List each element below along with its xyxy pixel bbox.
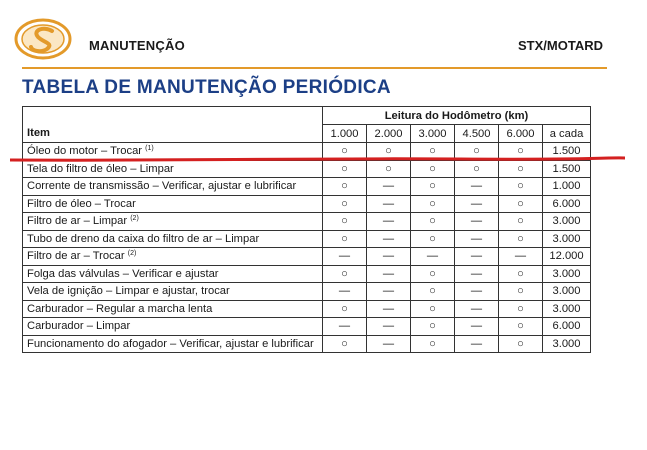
service-mark-cell: ○: [411, 318, 455, 336]
no-service-cell: —: [411, 248, 455, 266]
service-mark-cell: ○: [323, 265, 367, 283]
no-service-cell: —: [367, 318, 411, 336]
no-service-cell: —: [367, 248, 411, 266]
service-mark-cell: ○: [411, 283, 455, 301]
table-row: [23, 318, 591, 336]
no-service-cell: —: [455, 265, 499, 283]
table-row: [23, 213, 591, 231]
service-mark-cell: ○: [411, 230, 455, 248]
no-service-cell: —: [455, 318, 499, 336]
item-label: Filtro de ar – Trocar: [27, 250, 125, 263]
service-mark-cell: ○: [323, 178, 367, 196]
interval-cell: 3.000: [543, 213, 591, 231]
item-label: Carburador – Regular a marcha lenta: [27, 302, 213, 315]
item-label: Corrente de transmissão – Verificar, ajustar e lubrificar: [27, 180, 297, 193]
odometer-group-header: Leitura do Hodômetro (km): [323, 107, 591, 125]
no-service-cell: —: [367, 265, 411, 283]
item-cell: [23, 248, 323, 266]
no-service-cell: —: [455, 230, 499, 248]
service-mark-cell: ○: [455, 160, 499, 178]
service-mark-cell: ○: [367, 160, 411, 178]
interval-cell: 3.000: [543, 335, 591, 353]
no-service-cell: —: [367, 283, 411, 301]
model-label: STX/MOTARD: [518, 38, 603, 53]
km-column-header: 1.000: [323, 125, 367, 143]
item-label: Tela do filtro de óleo – Limpar: [27, 162, 174, 175]
service-mark-cell: ○: [499, 213, 543, 231]
no-service-cell: —: [455, 335, 499, 353]
km-column-header: 3.000: [411, 125, 455, 143]
service-mark-cell: ○: [411, 265, 455, 283]
service-mark-cell: ○: [499, 230, 543, 248]
no-service-cell: —: [455, 178, 499, 196]
item-cell: [23, 300, 323, 318]
service-mark-cell: ○: [499, 283, 543, 301]
interval-cell: 1.500: [543, 160, 591, 178]
table-row: [23, 300, 591, 318]
item-cell: [23, 318, 323, 336]
service-mark-cell: ○: [411, 143, 455, 161]
table-row: [23, 283, 591, 301]
item-label: Folga das válvulas – Verificar e ajustar: [27, 267, 219, 280]
service-mark-cell: ○: [367, 143, 411, 161]
table-row: [23, 248, 591, 266]
footnote-ref: (2): [127, 250, 137, 258]
service-mark-cell: ○: [499, 335, 543, 353]
service-mark-cell: ○: [499, 178, 543, 196]
table-group-header-row: [23, 107, 591, 125]
service-mark-cell: ○: [323, 230, 367, 248]
item-label: Vela de ignição – Limpar e ajustar, trocar: [27, 285, 230, 298]
service-mark-cell: ○: [323, 160, 367, 178]
no-service-cell: —: [323, 283, 367, 301]
maintenance-table: [22, 106, 591, 353]
interval-cell: 1.000: [543, 178, 591, 196]
header-divider: [22, 67, 607, 69]
service-mark-cell: ○: [499, 300, 543, 318]
service-mark-cell: ○: [323, 143, 367, 161]
interval-cell: 6.000: [543, 318, 591, 336]
page-title: TABELA DE MANUTENÇÃO PERIÓDICA: [22, 77, 391, 98]
no-service-cell: —: [323, 248, 367, 266]
no-service-cell: —: [367, 213, 411, 231]
every-column-header: a cada: [543, 125, 591, 143]
table-row: [23, 178, 591, 196]
section-title: MANUTENÇÃO: [89, 38, 185, 53]
no-service-cell: —: [455, 195, 499, 213]
item-cell: [23, 195, 323, 213]
service-mark-cell: ○: [323, 195, 367, 213]
empty-header-cell: [23, 107, 323, 125]
item-label: Filtro de óleo – Trocar: [27, 197, 136, 210]
no-service-cell: —: [499, 248, 543, 266]
table-row: [23, 265, 591, 283]
service-mark-cell: ○: [323, 300, 367, 318]
item-label: Funcionamento do afogador – Verificar, ajustar e lubrificar: [27, 337, 314, 350]
item-cell: [23, 213, 323, 231]
service-mark-cell: ○: [499, 265, 543, 283]
interval-cell: 3.000: [543, 283, 591, 301]
no-service-cell: —: [455, 300, 499, 318]
no-service-cell: —: [455, 213, 499, 231]
red-annotation-line: [10, 155, 625, 164]
item-label: Tubo de dreno da caixa do filtro de ar – Limpar: [27, 232, 260, 245]
no-service-cell: —: [455, 248, 499, 266]
service-mark-cell: ○: [455, 143, 499, 161]
service-mark-cell: ○: [323, 335, 367, 353]
service-mark-cell: ○: [411, 178, 455, 196]
brand-s-logo-icon: [14, 18, 72, 60]
no-service-cell: —: [455, 283, 499, 301]
item-cell: [23, 178, 323, 196]
interval-cell: 3.000: [543, 230, 591, 248]
no-service-cell: —: [323, 318, 367, 336]
item-label: Óleo do motor – Trocar: [27, 145, 143, 158]
item-cell: [23, 265, 323, 283]
service-mark-cell: ○: [411, 300, 455, 318]
service-mark-cell: ○: [411, 195, 455, 213]
footnote-ref: (1): [145, 145, 154, 153]
service-mark-cell: ○: [499, 160, 543, 178]
item-label: Filtro de ar – Limpar: [27, 215, 128, 228]
no-service-cell: —: [367, 195, 411, 213]
km-column-header: 2.000: [367, 125, 411, 143]
service-mark-cell: ○: [499, 143, 543, 161]
no-service-cell: —: [367, 335, 411, 353]
table-column-header-row: [23, 125, 591, 143]
service-mark-cell: ○: [499, 318, 543, 336]
interval-cell: 6.000: [543, 195, 591, 213]
service-mark-cell: ○: [411, 160, 455, 178]
table-row: [23, 230, 591, 248]
service-mark-cell: ○: [323, 213, 367, 231]
km-column-header: 4.500: [455, 125, 499, 143]
no-service-cell: —: [367, 300, 411, 318]
item-label: Carburador – Limpar: [27, 320, 131, 333]
item-column-header: Item: [23, 125, 323, 143]
km-column-header: 6.000: [499, 125, 543, 143]
service-mark-cell: ○: [411, 213, 455, 231]
footnote-ref: (2): [130, 215, 139, 223]
table-row: [23, 335, 591, 353]
interval-cell: 1.500: [543, 143, 591, 161]
no-service-cell: —: [367, 230, 411, 248]
table-row: [23, 195, 591, 213]
item-cell: [23, 335, 323, 353]
interval-cell: 3.000: [543, 300, 591, 318]
item-cell: [23, 283, 323, 301]
service-mark-cell: ○: [411, 335, 455, 353]
item-cell: [23, 230, 323, 248]
service-mark-cell: ○: [499, 195, 543, 213]
interval-cell: 3.000: [543, 265, 591, 283]
interval-cell: 12.000: [543, 248, 591, 266]
no-service-cell: —: [367, 178, 411, 196]
